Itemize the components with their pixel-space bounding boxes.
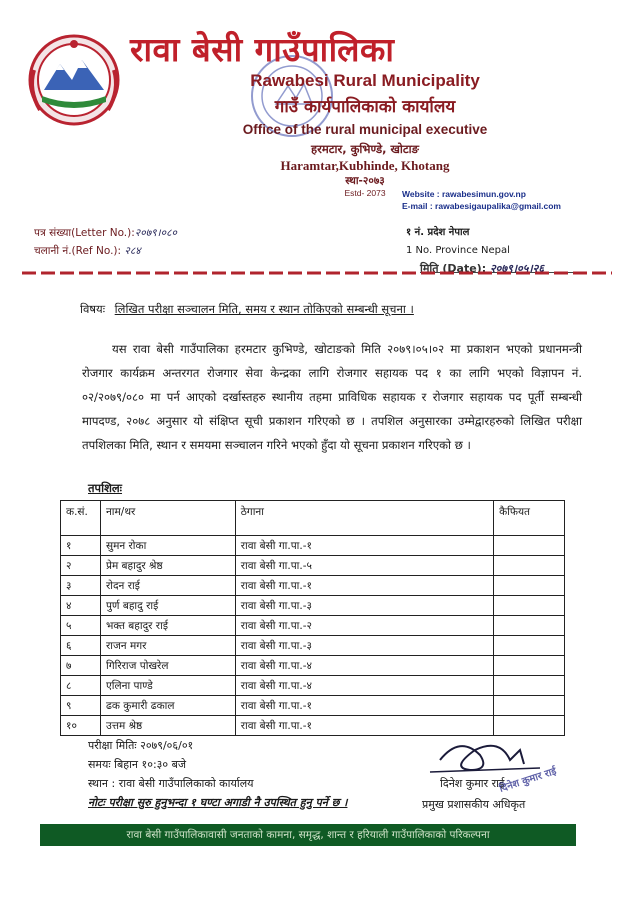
table-row xyxy=(61,676,565,696)
municipality-title-nepali: रावा बेसी गाउँपालिका xyxy=(130,30,395,69)
row-serial: ३ xyxy=(61,576,101,596)
table-row xyxy=(61,696,565,716)
ref-number-value: २८४ xyxy=(124,245,141,257)
table-row xyxy=(61,536,565,556)
row-serial: १० xyxy=(61,716,101,736)
signer-name: दिनेश कुमार राई xyxy=(440,777,505,790)
contact-info xyxy=(402,188,561,212)
row-name: रोदन राई xyxy=(100,576,235,596)
established-nepali: स्था-२०७३ xyxy=(345,175,385,187)
established-english: Estd- 2073 xyxy=(344,188,386,198)
row-address: रावा बेसी गा.पा.-४ xyxy=(235,656,493,676)
notice-body: यस रावा बेसी गाउँपालिका हरमटार कुभिण्डे, खोटाङको मिति २०७९।०५।०२ मा प्रकाशन भएको प्रधानमन्त्री रोजगार कार्यक्रम अन्तरगत रोजगार सेवा केन्द्रका लागि रोजगार सहायक पद १ का लागि भएको विज्ञापन नं. ०२/२०७९/०८० मा पर्न आएको दर्खास्तहरु स्थानीय तहमा प्राविधिक सहायक र रोजगार सहायक पद पूर्ती सम्बन्धी मापदण्ड, २०७८ अनुसार यो संक्षिप्त सूची प्रकाशन गरिएको छ । तपशिल अनुसारका उम्मेद्वारहरुको लिखित परीक्षा तपशिलका मिति, स्थान र समयमा सञ्चालन गरिने भएको हुँदा यो सूचना प्रकाशन गरिएको छ । xyxy=(82,342,582,452)
signature-stamp: दिनेश कुमार राई xyxy=(498,766,558,795)
row-serial: ६ xyxy=(61,636,101,656)
province-english: 1 No. Province Nepal xyxy=(406,245,510,256)
email-text: E-mail : rawabesigaupalika@gmail.com xyxy=(402,201,561,211)
row-serial: ७ xyxy=(61,656,101,676)
row-serial: ४ xyxy=(61,596,101,616)
row-serial: ८ xyxy=(61,676,101,696)
table-heading: तपशिलः xyxy=(88,481,123,495)
row-address: रावा बेसी गा.पा.-१ xyxy=(235,576,493,596)
row-name: प्रेम बहादुर श्रेष्ठ xyxy=(100,556,235,576)
row-address: रावा बेसी गा.पा.-३ xyxy=(235,636,493,656)
exam-info xyxy=(88,736,347,812)
row-remarks xyxy=(494,696,565,716)
row-name: गिरिराज पोखरेल xyxy=(100,656,235,676)
letter-number-label: पत्र संख्या(Letter No.): xyxy=(34,227,135,239)
exam-time: समयः बिहान १०:३० बजे xyxy=(88,758,187,771)
table-row xyxy=(61,616,565,636)
header-serial: क.सं. xyxy=(61,501,101,536)
row-address: रावा बेसी गा.पा.-२ xyxy=(235,616,493,636)
table-row xyxy=(61,656,565,676)
exam-date: परीक्षा मितिः २०७९/०६/०१ xyxy=(88,739,194,752)
ref-number-line xyxy=(34,242,177,260)
header-remarks: कैफियत xyxy=(494,501,565,536)
subject-text: लिखित परीक्षा सञ्चालन मिति, समय र स्थान तोकिएको सम्बन्धी सूचना । xyxy=(114,302,414,316)
date-value: २०७९।०५।२६ xyxy=(489,262,545,275)
province-nepali: १ नं. प्रदेश नेपाल xyxy=(406,227,470,238)
row-remarks xyxy=(494,536,565,556)
exam-place: स्थान : रावा बेसी गाउँपालिकाको कार्यालय xyxy=(88,777,254,790)
row-serial: ५ xyxy=(61,616,101,636)
address-nepali: हरमटार, कुभिण्डे, खोटाङ xyxy=(311,142,419,156)
row-remarks xyxy=(494,656,565,676)
row-name: भक्त बहादुर राई xyxy=(100,616,235,636)
row-address: रावा बेसी गा.पा.-१ xyxy=(235,716,493,736)
row-address: रावा बेसी गा.पा.-१ xyxy=(235,536,493,556)
signer-title: प्रमुख प्रशासकीय अधिकृत xyxy=(422,798,526,811)
row-remarks xyxy=(494,576,565,596)
header-name: नाम/थर xyxy=(100,501,235,536)
row-name: सुमन रोका xyxy=(100,536,235,556)
table-header-row xyxy=(61,501,565,536)
letter-number-value: २०७९।०८० xyxy=(134,227,177,239)
row-address: रावा बेसी गा.पा.-५ xyxy=(235,556,493,576)
table-row xyxy=(61,636,565,656)
row-serial: १ xyxy=(61,536,101,556)
row-remarks xyxy=(494,636,565,656)
table-row xyxy=(61,576,565,596)
website-text: Website : rawabesimun.gov.np xyxy=(402,189,526,199)
row-address: रावा बेसी गा.पा.-३ xyxy=(235,596,493,616)
row-name: पुर्ण बहादु राई xyxy=(100,596,235,616)
row-remarks xyxy=(494,676,565,696)
address-english: Haramtar,Kubhinde, Khotang xyxy=(280,158,450,173)
table-row xyxy=(61,596,565,616)
letter-number-line xyxy=(34,224,177,242)
table-row xyxy=(61,556,565,576)
row-name: उत्तम श्रेष्ठ xyxy=(100,716,235,736)
subject-label: विषयः xyxy=(80,302,106,316)
ref-number-label: चलानी नं.(Ref No.): xyxy=(34,245,122,257)
row-name: एलिना पाण्डे xyxy=(100,676,235,696)
header-divider xyxy=(22,270,612,276)
nepal-emblem-icon xyxy=(20,30,128,128)
office-name-english: Office of the rural municipal executive xyxy=(242,122,488,137)
row-serial: ९ xyxy=(61,696,101,716)
subject-line xyxy=(80,302,414,317)
office-name-nepali: गाउँ कार्यपालिकाको कार्यालय xyxy=(274,97,456,117)
row-address: रावा बेसी गा.पा.-४ xyxy=(235,676,493,696)
row-serial: २ xyxy=(61,556,101,576)
header-address: ठेगाना xyxy=(235,501,493,536)
row-remarks xyxy=(494,616,565,636)
row-address: रावा बेसी गा.पा.-१ xyxy=(235,696,493,716)
municipality-title-english: Rawabesi Rural Municipality xyxy=(250,71,480,90)
date-label: मिति (Date): xyxy=(420,262,487,275)
candidate-table xyxy=(60,500,565,736)
row-remarks xyxy=(494,556,565,576)
row-remarks xyxy=(494,596,565,616)
row-name: राजन मगर xyxy=(100,636,235,656)
exam-note: नोटः परीक्षा सुरु हुनुभन्दा १ घण्टा अगाडी नै उपस्थित हुनु पर्ने छ । xyxy=(88,796,348,809)
footer-slogan: रावा बेसी गाउँपालिकावासी जनताको कामना, समृद्ध, शान्त र हरियाली गाउँपालिकाको परिकल्पना xyxy=(40,824,576,846)
reference-block xyxy=(34,224,177,260)
row-name: ढक कुमारी ढकाल xyxy=(100,696,235,716)
